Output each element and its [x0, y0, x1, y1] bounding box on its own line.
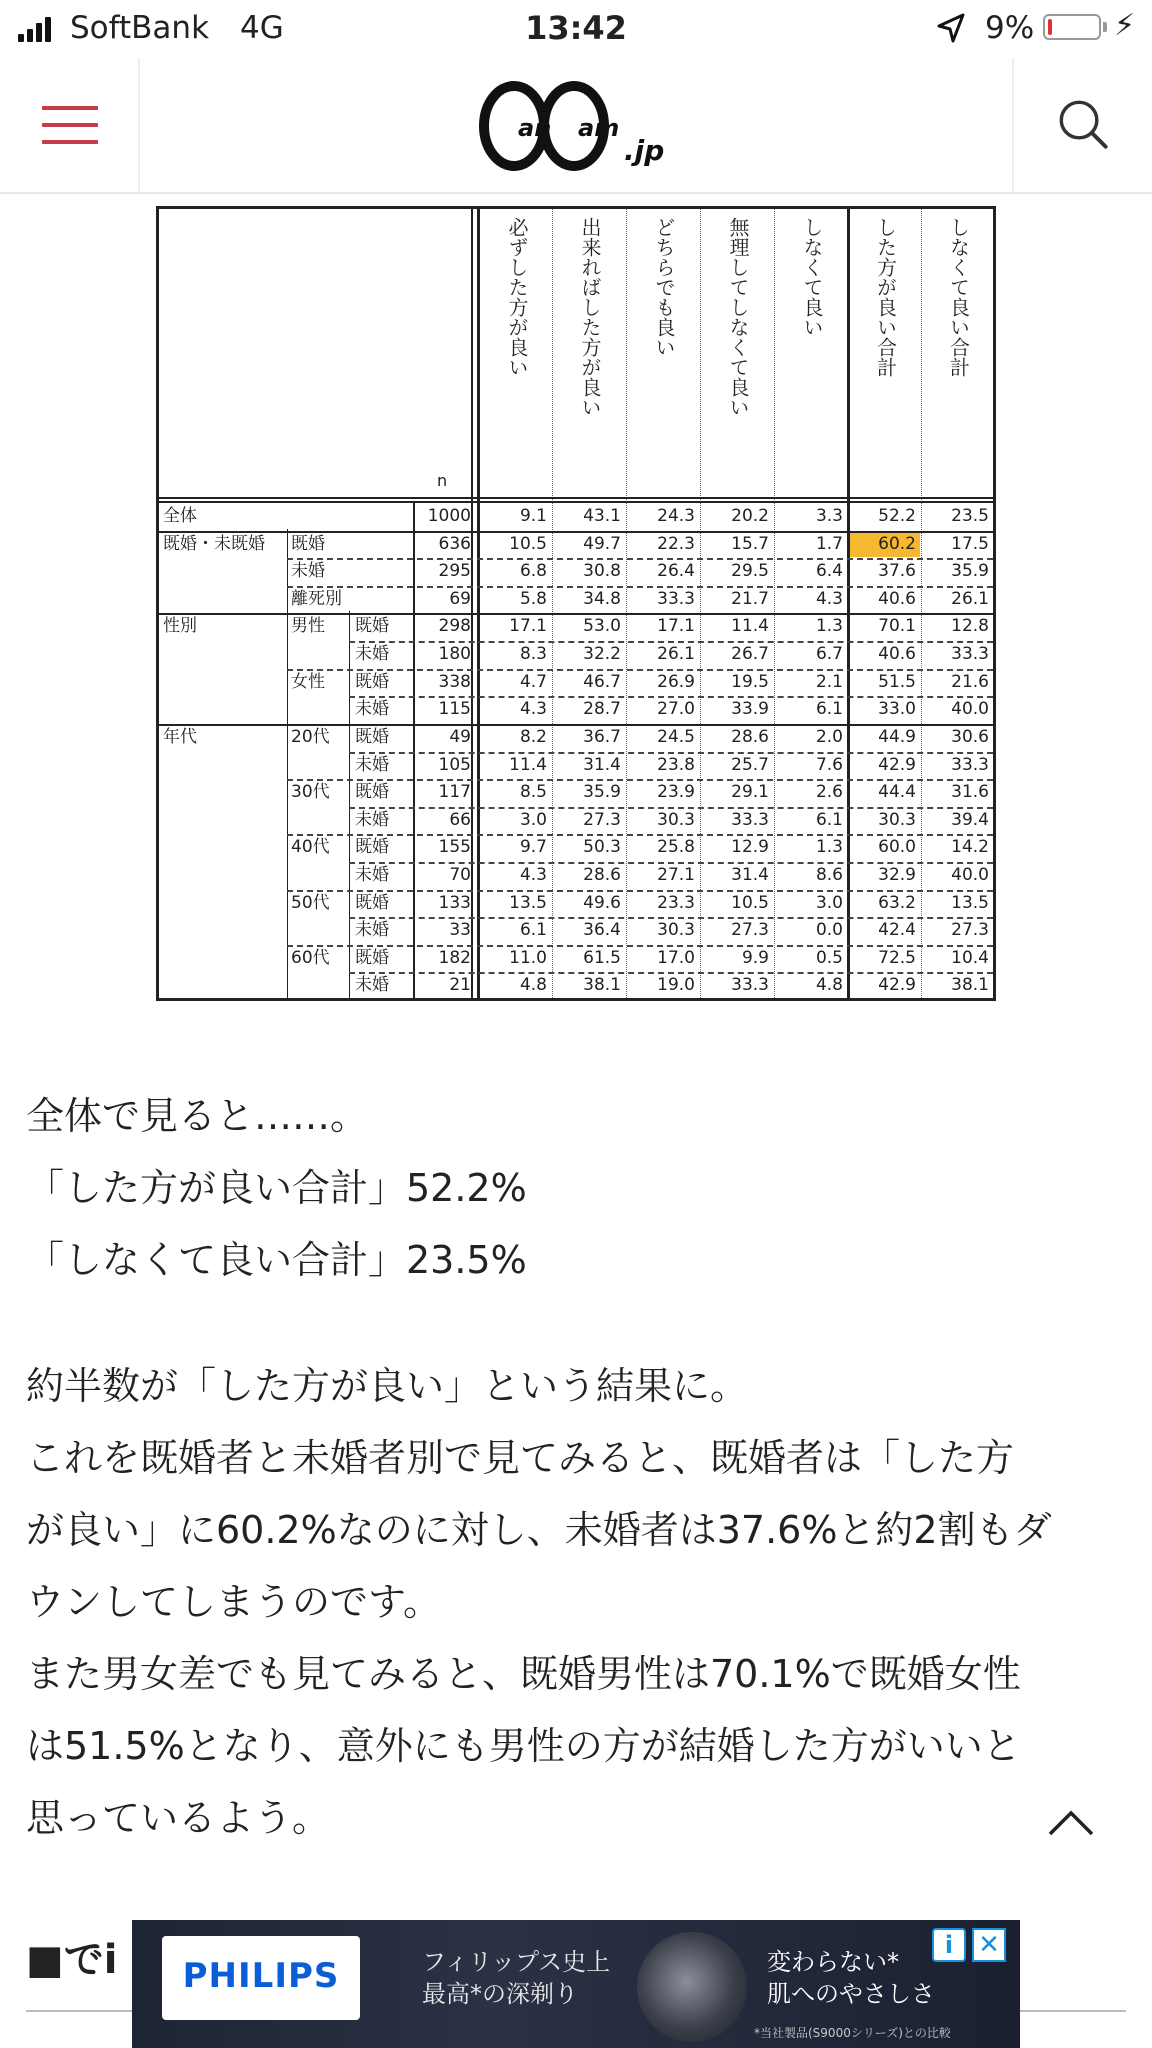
value-cell: 33.3	[657, 588, 695, 609]
n-value: 182	[438, 947, 471, 968]
row-group-label: 既婚・未既婚	[163, 533, 265, 554]
philips-logo: PHILIPS	[182, 1956, 340, 1996]
article-line: は51.5%となり、意外にも男性の方が結婚した方がいいと	[26, 1724, 1021, 1768]
value-cell: 21.6	[951, 671, 989, 692]
value-cell: 35.9	[951, 561, 989, 582]
value-cell: 15.7	[731, 533, 769, 554]
value-cell: 60.2	[878, 533, 916, 554]
value-cell: 9.9	[741, 947, 769, 968]
n-value: 66	[449, 809, 471, 830]
search-button[interactable]	[1012, 58, 1152, 192]
value-cell: 34.8	[583, 588, 621, 609]
row-status-label: 既婚	[355, 616, 389, 637]
value-cell: 49.7	[583, 533, 621, 554]
section-heading: ■でi	[26, 1937, 118, 1983]
value-cell: 63.2	[878, 892, 916, 913]
value-cell: 17.1	[509, 616, 547, 637]
value-cell: 6.4	[815, 561, 843, 582]
table-vline	[477, 209, 480, 998]
shaver-image	[637, 1932, 747, 2042]
value-cell: 23.9	[657, 782, 695, 803]
value-cell: 33.0	[878, 699, 916, 720]
article-line: ウンしてしまうのです。	[26, 1580, 441, 1624]
location-arrow-icon	[936, 12, 966, 44]
value-cell: 28.6	[731, 726, 769, 747]
article-line: 「しなくて良い合計」23.5%	[26, 1238, 527, 1282]
table-vline	[413, 501, 415, 998]
row-sub-label: 既婚	[291, 533, 325, 554]
value-cell: 4.3	[519, 864, 547, 885]
value-cell: 38.1	[583, 975, 621, 996]
value-cell: 17.5	[951, 533, 989, 554]
value-cell: 27.1	[657, 864, 695, 885]
value-cell: 30.8	[583, 561, 621, 582]
ad-copy-left: フィリップス史上 最高*の深剃り	[422, 1948, 611, 2008]
battery-percent: 9%	[985, 10, 1035, 46]
value-cell: 11.4	[731, 616, 769, 637]
row-sub-label: 60代	[291, 947, 330, 968]
value-cell: 17.1	[657, 616, 695, 637]
n-value: 298	[438, 616, 471, 637]
value-cell: 23.5	[951, 506, 989, 526]
site-header	[0, 58, 1152, 194]
row-sub-label: 20代	[291, 726, 330, 747]
article-line: 思っているよう。	[26, 1796, 331, 1840]
value-cell: 3.0	[519, 809, 547, 830]
n-value: 338	[438, 671, 471, 692]
value-cell: 33.3	[951, 754, 989, 775]
value-cell: 32.9	[878, 864, 916, 885]
ad-banner[interactable]	[132, 1920, 1020, 2048]
table-vline	[287, 529, 288, 998]
row-status-label: 未婚	[355, 864, 389, 885]
row-sub-label: 離死別	[291, 588, 342, 609]
value-cell: 52.2	[878, 506, 916, 526]
value-cell: 30.3	[657, 809, 695, 830]
svg-text:am: am	[578, 114, 620, 142]
row-status-label: 既婚	[355, 726, 389, 747]
row-status-label: 既婚	[355, 837, 389, 858]
hamburger-icon-bar	[42, 106, 98, 110]
value-cell: 19.0	[657, 975, 695, 996]
row-status-label: 未婚	[355, 644, 389, 665]
value-cell: 10.4	[951, 947, 989, 968]
value-cell: 6.1	[815, 809, 843, 830]
network-label: 4G	[240, 10, 284, 46]
value-cell: 10.5	[509, 533, 547, 554]
value-cell: 26.1	[951, 588, 989, 609]
value-cell: 35.9	[583, 782, 621, 803]
value-cell: 8.6	[815, 864, 843, 885]
value-cell: 0.0	[815, 920, 843, 941]
svg-text:.jp: .jp	[624, 134, 665, 167]
n-value: 33	[449, 920, 471, 941]
value-cell: 10.5	[731, 892, 769, 913]
value-cell: 17.0	[657, 947, 695, 968]
n-value: 180	[438, 644, 471, 665]
value-cell: 61.5	[583, 947, 621, 968]
value-cell: 31.4	[583, 754, 621, 775]
row-group-label: 年代	[163, 726, 197, 747]
ad-fine-print: *当社製品(S9000シリーズ)との比較	[754, 2026, 951, 2040]
value-cell: 22.3	[657, 533, 695, 554]
article-line: 約半数が「した方が良い」という結果に。	[26, 1364, 749, 1408]
value-cell: 3.0	[815, 892, 843, 913]
value-cell: 42.9	[878, 754, 916, 775]
value-cell: 50.3	[583, 837, 621, 858]
hamburger-icon-bar	[42, 140, 98, 144]
value-cell: 13.5	[951, 892, 989, 913]
column-header-7: しなくて良い合計	[946, 217, 971, 377]
value-cell: 72.5	[878, 947, 916, 968]
article-line: 全体で見ると……。	[26, 1094, 369, 1138]
value-cell: 2.1	[815, 671, 843, 692]
clock: 13:42	[525, 9, 627, 47]
article-line: 「した方が良い合計」52.2%	[26, 1166, 527, 1210]
row-status-label: 既婚	[355, 947, 389, 968]
value-cell: 24.5	[657, 726, 695, 747]
article-line: が良い」に60.2%なのに対し、未婚者は37.6%と約2割もダ	[26, 1508, 1052, 1552]
article-line: これを既婚者と未婚者別で見てみると、既婚者は「した方	[26, 1436, 1015, 1480]
row-status-label: 未婚	[355, 754, 389, 775]
n-value: 133	[438, 892, 471, 913]
value-cell: 4.3	[519, 699, 547, 720]
value-cell: 4.3	[815, 588, 843, 609]
value-cell: 46.7	[583, 671, 621, 692]
row-status-label: 既婚	[355, 892, 389, 913]
value-cell: 26.7	[731, 644, 769, 665]
value-cell: 7.6	[815, 754, 843, 775]
charging-bolt-icon: ⚡	[1114, 8, 1136, 43]
value-cell: 5.8	[519, 588, 547, 609]
n-value: 69	[449, 588, 471, 609]
carrier-label: SoftBank	[70, 10, 210, 46]
value-cell: 28.7	[583, 699, 621, 720]
row-status-label: 既婚	[355, 782, 389, 803]
n-value: 115	[438, 699, 471, 720]
value-cell: 21.7	[731, 588, 769, 609]
menu-button[interactable]	[0, 58, 140, 192]
value-cell: 36.4	[583, 920, 621, 941]
n-value: 1000	[427, 506, 471, 526]
cancam-logo[interactable]	[476, 76, 676, 176]
value-cell: 40.0	[951, 699, 989, 720]
value-cell: 9.1	[519, 506, 547, 526]
ad-logo-box	[162, 1936, 360, 2020]
value-cell: 44.9	[878, 726, 916, 747]
row-sub-label: 50代	[291, 892, 330, 913]
column-header-2: 出来ればした方が良い	[578, 217, 602, 417]
value-cell: 6.1	[815, 699, 843, 720]
n-column-header: n	[437, 471, 448, 490]
table-hline	[159, 501, 993, 503]
survey-table	[156, 206, 996, 1001]
value-cell: 1.7	[815, 533, 843, 554]
value-cell: 4.7	[519, 671, 547, 692]
row-group-label: 全体	[163, 506, 197, 526]
n-value: 70	[449, 864, 471, 885]
value-cell: 23.8	[657, 754, 695, 775]
value-cell: 13.5	[509, 892, 547, 913]
hamburger-icon-bar	[42, 123, 98, 127]
value-cell: 2.6	[815, 782, 843, 803]
value-cell: 29.1	[731, 782, 769, 803]
row-status-label: 未婚	[355, 975, 389, 996]
value-cell: 36.7	[583, 726, 621, 747]
value-cell: 8.3	[519, 644, 547, 665]
row-sub-label: 女性	[291, 671, 325, 692]
value-cell: 53.0	[583, 616, 621, 637]
table-hline	[159, 497, 993, 499]
value-cell: 26.9	[657, 671, 695, 692]
value-cell: 20.2	[731, 506, 769, 526]
value-cell: 12.8	[951, 616, 989, 637]
value-cell: 1.3	[815, 837, 843, 858]
column-header-6: した方が良い合計	[873, 217, 898, 377]
value-cell: 14.2	[951, 837, 989, 858]
value-cell: 31.6	[951, 782, 989, 803]
value-cell: 39.4	[951, 809, 989, 830]
value-cell: 33.9	[731, 699, 769, 720]
value-cell: 40.6	[878, 644, 916, 665]
n-value: 155	[438, 837, 471, 858]
column-header-5: しなくて良い	[800, 217, 824, 337]
row-status-label: 未婚	[355, 920, 389, 941]
value-cell: 40.6	[878, 588, 916, 609]
battery-fill	[1048, 19, 1052, 35]
row-status-label: 未婚	[355, 699, 389, 720]
value-cell: 11.0	[509, 947, 547, 968]
value-cell: 43.1	[583, 506, 621, 526]
value-cell: 30.3	[657, 920, 695, 941]
status-bar	[0, 0, 1152, 58]
row-group-label: 性別	[163, 616, 197, 637]
value-cell: 6.7	[815, 644, 843, 665]
article-line: また男女差でも見てみると、既婚男性は70.1%で既婚女性	[26, 1652, 1021, 1696]
row-sub-label: 男性	[291, 616, 325, 637]
value-cell: 31.4	[731, 864, 769, 885]
value-cell: 26.4	[657, 561, 695, 582]
value-cell: 19.5	[731, 671, 769, 692]
value-cell: 28.6	[583, 864, 621, 885]
value-cell: 4.8	[519, 975, 547, 996]
table-vline	[471, 209, 473, 998]
value-cell: 1.3	[815, 616, 843, 637]
value-cell: 51.5	[878, 671, 916, 692]
ad-copy-right: 変わらない* 肌へのやさしさ	[767, 1948, 935, 2008]
n-value: 49	[449, 726, 471, 747]
value-cell: 25.7	[731, 754, 769, 775]
value-cell: 2.0	[815, 726, 843, 747]
scroll-to-top-icon[interactable]	[1046, 1804, 1096, 1838]
value-cell: 9.7	[519, 837, 547, 858]
value-cell: 26.1	[657, 644, 695, 665]
value-cell: 32.2	[583, 644, 621, 665]
value-cell: 12.9	[731, 837, 769, 858]
value-cell: 42.4	[878, 920, 916, 941]
battery-tip	[1103, 22, 1107, 32]
value-cell: 11.4	[509, 754, 547, 775]
column-header-3: どちらでも良い	[652, 217, 676, 357]
value-cell: 40.0	[951, 864, 989, 885]
row-status-label: 既婚	[355, 671, 389, 692]
value-cell: 4.8	[815, 975, 843, 996]
value-cell: 49.6	[583, 892, 621, 913]
row-sub-label: 30代	[291, 782, 330, 803]
value-cell: 44.4	[878, 782, 916, 803]
row-sub-label: 40代	[291, 837, 330, 858]
value-cell: 27.3	[951, 920, 989, 941]
value-cell: 8.5	[519, 782, 547, 803]
ad-info-icon[interactable]: i	[932, 1928, 966, 1962]
value-cell: 8.2	[519, 726, 547, 747]
ad-close-icon[interactable]: ✕	[972, 1928, 1006, 1962]
value-cell: 33.3	[731, 809, 769, 830]
n-value: 295	[438, 561, 471, 582]
n-value: 105	[438, 754, 471, 775]
value-cell: 60.0	[878, 837, 916, 858]
value-cell: 38.1	[951, 975, 989, 996]
value-cell: 70.1	[878, 616, 916, 637]
value-cell: 6.1	[519, 920, 547, 941]
value-cell: 42.9	[878, 975, 916, 996]
value-cell: 27.3	[731, 920, 769, 941]
value-cell: 33.3	[951, 644, 989, 665]
value-cell: 6.8	[519, 561, 547, 582]
value-cell: 0.5	[815, 947, 843, 968]
value-cell: 30.6	[951, 726, 989, 747]
row-status-label: 未婚	[355, 809, 389, 830]
row-sub-label: 未婚	[291, 561, 325, 582]
value-cell: 24.3	[657, 506, 695, 526]
column-header-4: 無理してしなくて良い	[726, 217, 750, 417]
n-value: 21	[449, 975, 471, 996]
battery-icon	[1043, 14, 1101, 40]
value-cell: 30.3	[878, 809, 916, 830]
value-cell: 33.3	[731, 975, 769, 996]
value-cell: 37.6	[878, 561, 916, 582]
value-cell: 25.8	[657, 837, 695, 858]
value-cell: 23.3	[657, 892, 695, 913]
value-cell: 3.3	[815, 506, 843, 526]
svg-text:an: an	[518, 114, 552, 142]
value-cell: 29.5	[731, 561, 769, 582]
column-header-1: 必ずした方が良い	[505, 217, 529, 377]
n-value: 636	[438, 533, 471, 554]
value-cell: 27.0	[657, 699, 695, 720]
value-cell: 27.3	[583, 809, 621, 830]
n-value: 117	[438, 782, 471, 803]
